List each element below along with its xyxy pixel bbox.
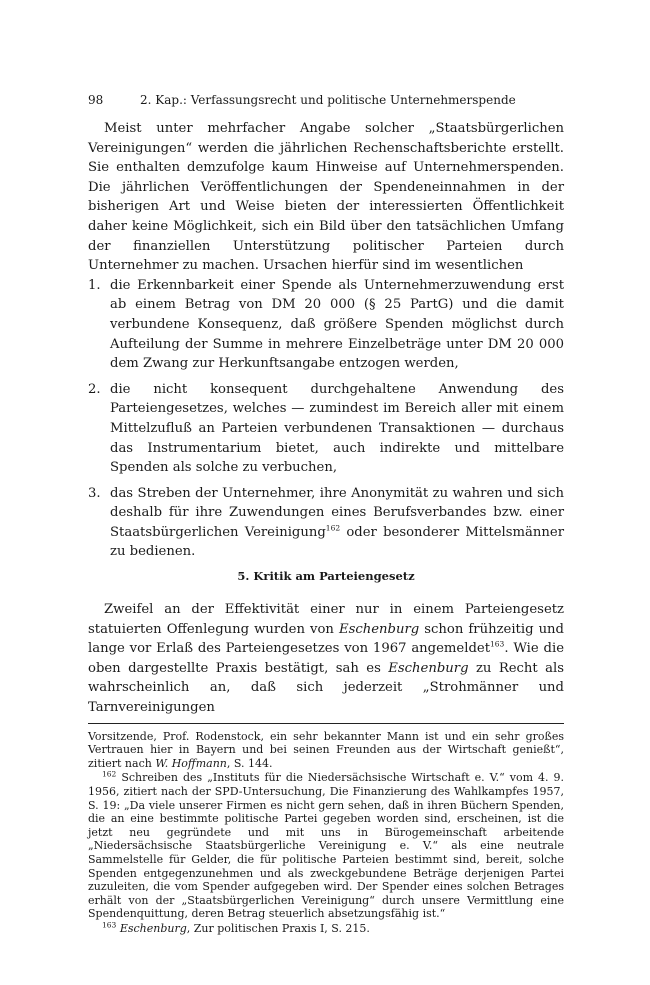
body-text (88, 119, 564, 718)
footnote-text: Schreiben des „Instituts für die Niedersächsische Wirtschaft e. V.“ vom 4. 9. 1956, zitiert nach der SPD-Untersuchung, Die Finanzierung des Wahlkampfes 1957, S. 19: „Da viele unserer Firmen es nicht gern sehen, daß in ihren Büchern Spenden, die an eine bestimmte politische Partei gegeben worden sind, erscheinen, ist die jetzt neu gegründete und mit uns in Bürogemeinschaft arbeitende „Niedersächsische Staatsbürgerliche Vereinigung e. V.“ als eine neutrale Sammelstelle für Gelder, die für politische Parteien bestimmt sind, bereit, solche Spenden entgegenzunehmen und als zweckgebundene Beträge derjenigen Partei zuzuleiten, die vom Spender aufgegeben wird. Der Spender eines solchen Betrages erhält von der „Staatsbürgerlichen Vereinigung“ durch unsere Vermittlung eine Spendenquittung, deren Betrag steuerlich absetzungsfähig ist.“ (88, 771, 564, 921)
footnote-163 (88, 922, 564, 936)
footnote-text: Vorsitzende, Prof. Rodenstock, ein sehr bekannter Mann ist und ein sehr großes Vertrauen hier in Bayern und bei seinen Freunden aus der Wirtschaft genießt“, zitiert nach (88, 729, 564, 770)
footnote-divider (88, 723, 564, 724)
paragraph-text: schon frühzeitig und lange vor Erlaß des Parteiengesetzes von 1967 angemeldet (88, 621, 564, 657)
paragraph-text: zu Recht als wahrscheinlich an, daß sich jederzeit „Strohmänner und Tarnvereinigungen (88, 660, 564, 716)
list-marker: 3. (88, 485, 101, 501)
footnote-number: 163 (102, 920, 117, 930)
author-name: Eschenburg (388, 660, 469, 676)
list-item-text: die Erkennbarkeit einer Spende als Unternehmerzuwendung erst ab einem Betrag von DM 20 000 (§ 25 PartG) und die damit verbundene Konsequenz, daß größere Spenden möglichst durch Aufteilung der Summe in mehrere Einzelbeträge unter DM 20 000 dem Zwang zur Herkunftsangabe entzogen werden, (110, 277, 564, 372)
list-item-text: die nicht konsequent durchgehaltene Anwendung des Parteiengesetzes, welches — zumindest im Bereich aller mit einem Mittelzufluß an Parteien verbundenen Transaktionen — durchaus das Instrumentarium bietet, auch indirekte und mittelbare Spenden als solche zu verbuchen, (110, 381, 564, 476)
footnote-ref-162[interactable]: 162 (325, 523, 341, 533)
paragraph-text: . Wie die oben dargestellte Praxis bestätigt, sah es (88, 641, 564, 676)
page-header (88, 92, 564, 108)
list-marker: 1. (88, 277, 101, 293)
footnote-162 (88, 771, 564, 921)
author-name: Eschenburg (119, 921, 187, 935)
footnotes (88, 730, 564, 936)
footnote-text: , Zur politischen Praxis I, S. 215. (186, 921, 370, 935)
footnote-continuation (88, 730, 564, 771)
author-name: Eschenburg (338, 621, 420, 637)
footnote-ref-163[interactable]: 163 (490, 639, 505, 649)
running-title: 2. Kap.: Verfassungsrecht und politische Unternehmerspende (140, 93, 516, 107)
intro-paragraph: Meist unter mehrfacher Angabe solcher „Staatsbürgerlichen Vereinigungen“ werden die jährlichen Rechenschaftsberichte erstellt. Sie enthalten demzufolge kaum Hinweise auf Unternehmerspenden. Die jährlichen Veröffentlichungen der Spendeneinnahmen in der bisherigen Art und Weise bieten der interessierten Öffentlichkeit daher keine Möglichkeit, sich ein Bild über den tatsächlichen Umfang der finanziellen Unterstützung politischer Parteien durch Unternehmer zu machen. Ursachen hierfür sind im wesentlichen (88, 121, 564, 274)
list-item (88, 484, 564, 562)
paragraph-text: Zweifel an der Effektivität einer nur in einem Parteiengesetz statuierten Offenlegung wurden von (88, 602, 564, 637)
section-title: 5. Kritik am Parteiengesetz (237, 569, 415, 584)
list-item (88, 276, 564, 374)
page (88, 92, 564, 937)
reasons-list (88, 276, 564, 562)
footnote-text: , S. 144. (226, 756, 273, 770)
list-item-text: oder besonderer Mittelsmänner zu bedienen. (110, 524, 564, 560)
list-marker: 2. (88, 381, 101, 397)
critique-paragraph (88, 600, 564, 718)
author-name: W. Hoffmann (155, 756, 227, 770)
list-item-text: das Streben der Unternehmer, ihre Anonymität zu wahren und sich deshalb für ihre Zuwendungen eines Berufsverbandes bzw. einer Staatsbürgerlichen Vereinigung (110, 485, 564, 540)
page-number: 98 (88, 93, 104, 107)
footnote-number: 162 (102, 769, 117, 779)
list-item (88, 380, 564, 478)
